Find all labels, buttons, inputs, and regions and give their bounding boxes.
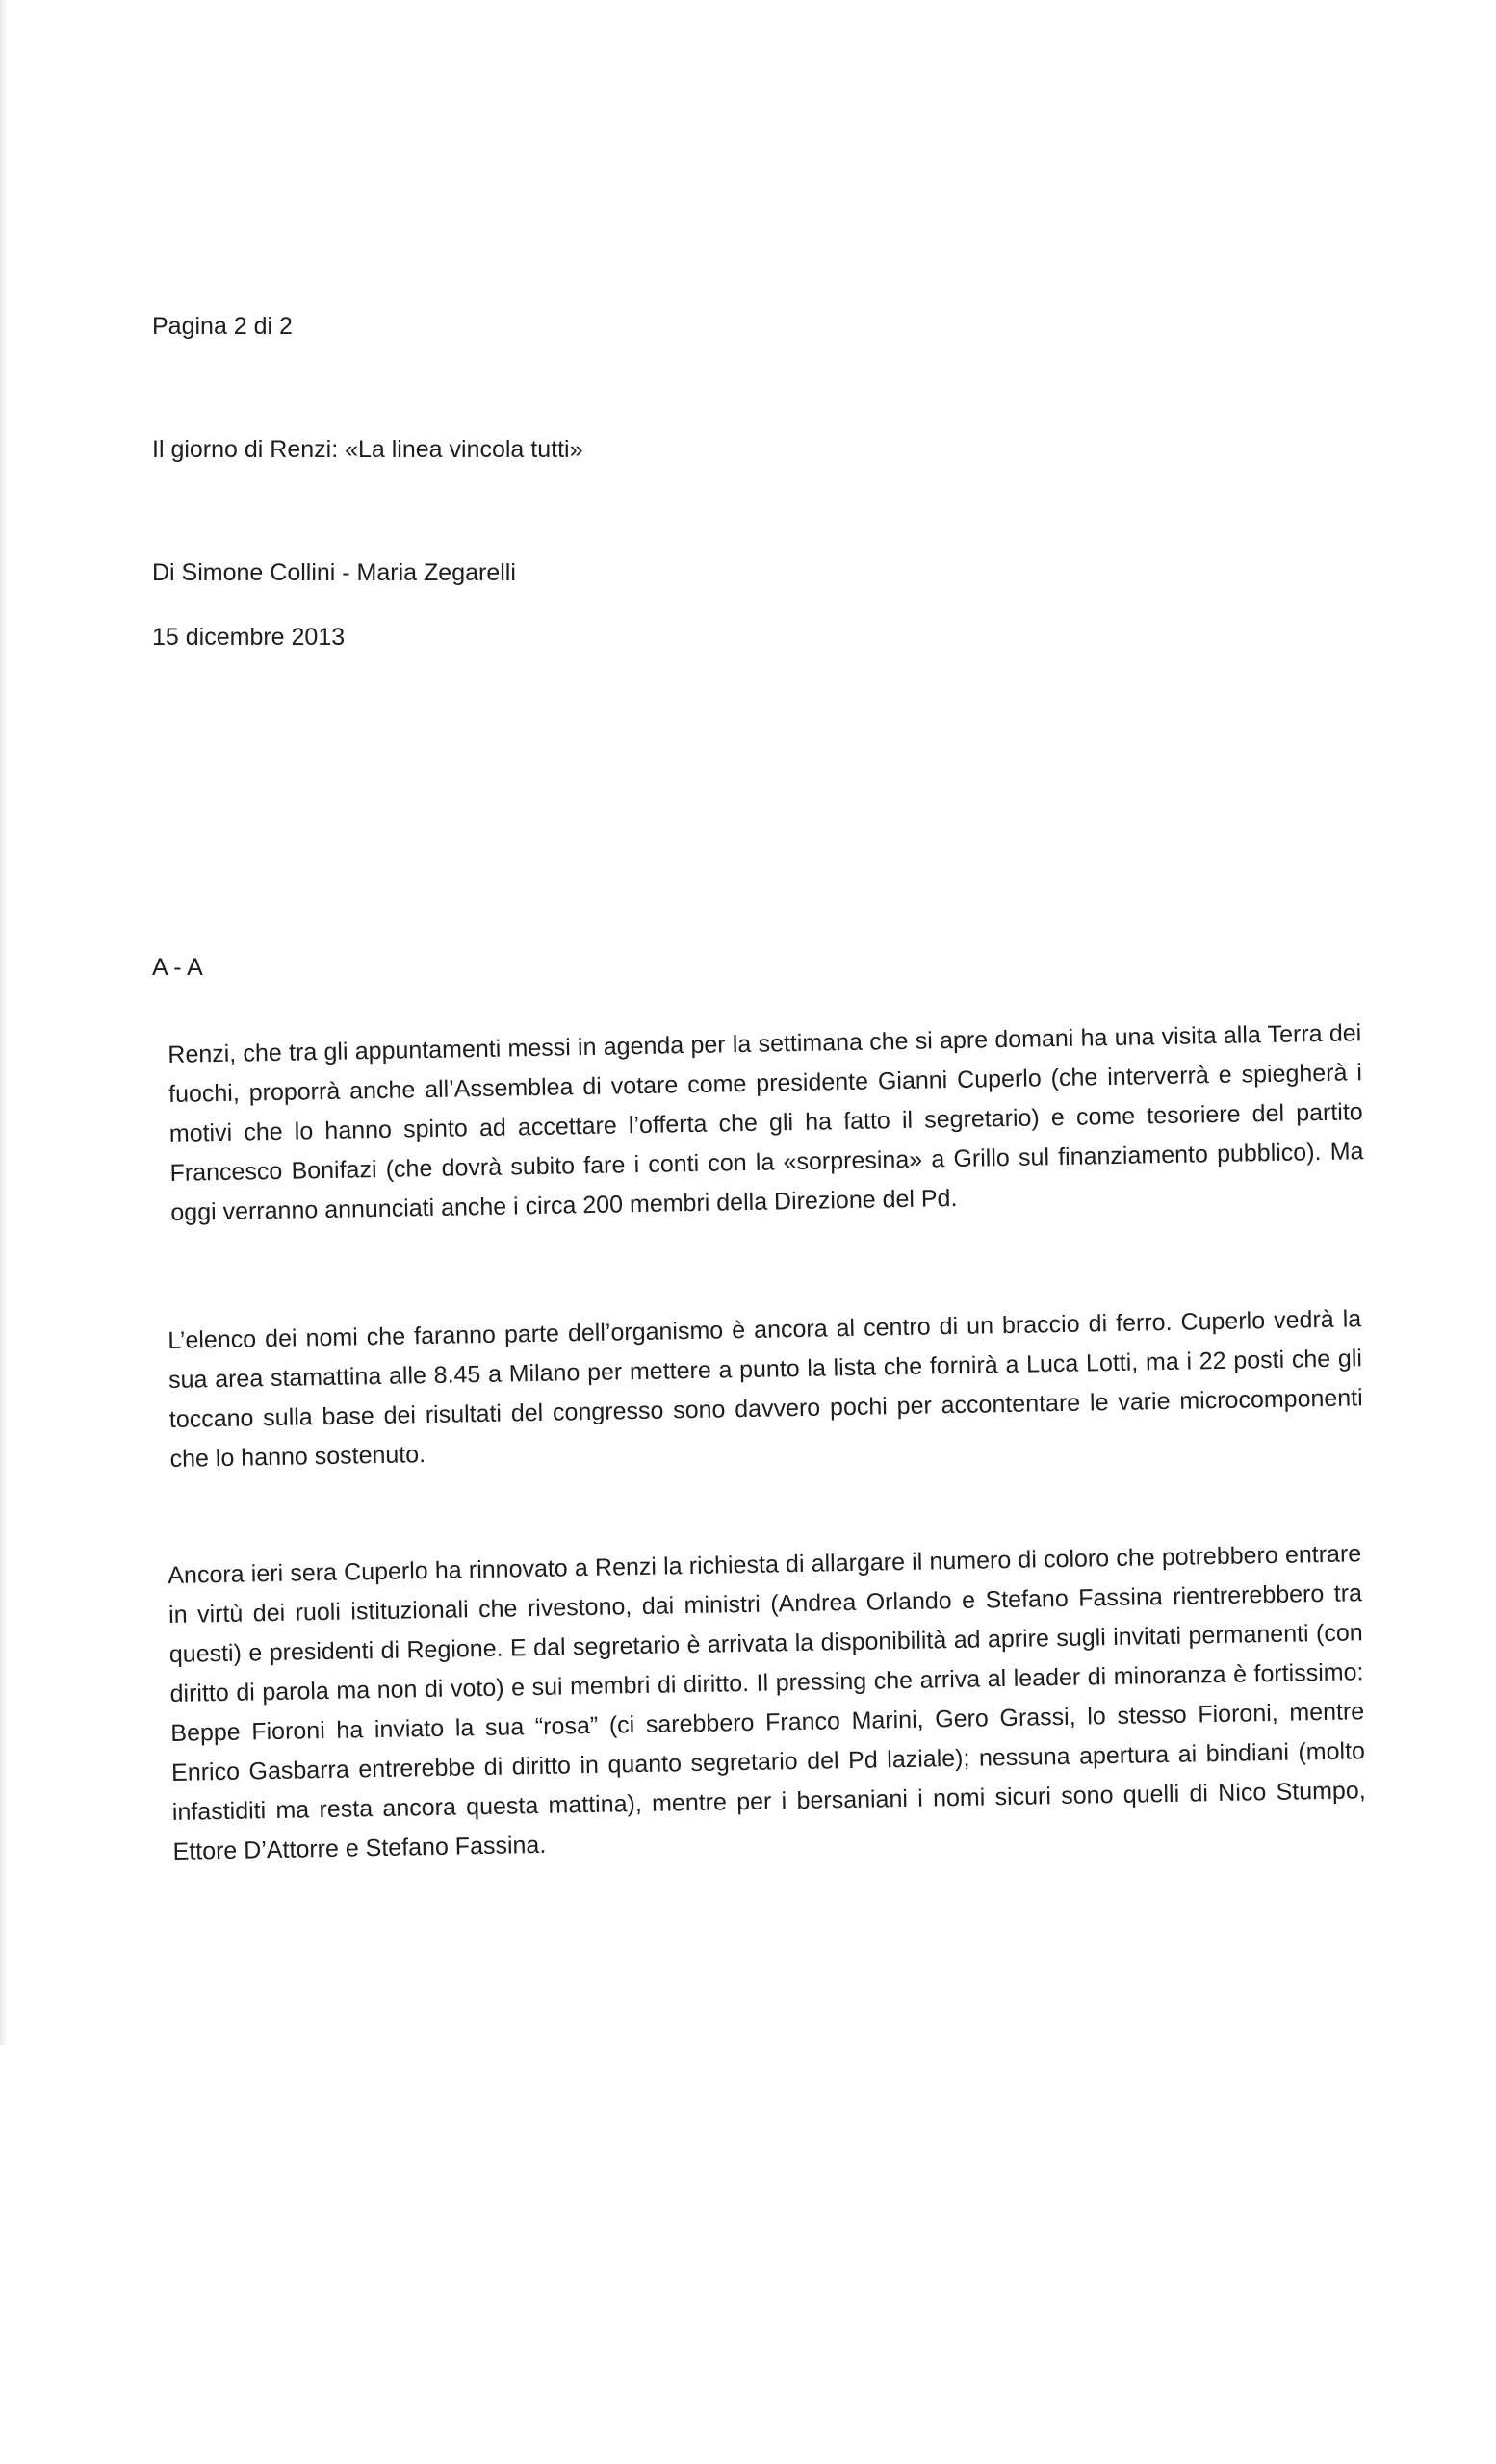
article-authors: Di Simone Collini - Maria Zegarelli <box>152 559 516 586</box>
body-paragraph: Renzi, che tra gli appuntamenti messi in agenda per la settimana che si apre domani ha una visita alla Terra dei fuochi, proporrà anche all’Assemblea di votare come presidente Gianni Cuperlo (che interverrà e spiegherà i motivi che lo hanno spinto ad accettare l’offerta che gli ha fatto il segretario) e come tesoriere del partito Francesco Bonifazi (che dovrà subito fare i conti con la «sorpresina» a Grillo sul finanziamento pubblico). Ma oggi verranno annunciati anche i circa 200 membri della Direzione del Pd. <box>168 1019 1364 1226</box>
font-size-control: A - A <box>152 954 203 981</box>
page-number: Pagina 2 di 2 <box>152 313 293 340</box>
body-paragraph: L’elenco dei nomi che faranno parte dell’organismo è ancora al centro di un braccio di ferro. Cuperlo vedrà la sua area stamattina alle 8.45 a Milano per mettere a punto la lista che fornirà a Luca Lotti, ma i 22 posti che gli toccano sulla base dei risultati del congresso sono davvero pochi per accontentare le varie microcomponenti che lo hanno sostenuto. <box>168 1305 1363 1473</box>
scan-shadow-edge <box>0 0 8 2045</box>
body-paragraph: Ancora ieri sera Cuperlo ha rinnovato a Renzi la richiesta di allargare il numero di coloro che potrebbero entrare in virtù dei ruoli istituzionali che rivestono, dai ministri (Andrea Orlando e Stefano Fassina rientrerebbero tra questi) e presidenti di Regione. E dal segretario è arrivata la disponibilità ad aprire sugli invitati permanenti (con diritto di parola ma non di voto) e sui membri di diritto. Il pressing che arriva al leader di minoranza è fortissimo: Beppe Fioroni ha inviato la sua “rosa” (ci sarebbero Franco Marini, Gero Grassi, lo stesso Fioroni, mentre Enrico Gasbarra entrerebbe di diritto in quanto segretario del Pd laziale); nessuna apertura ai bindiani (molto infastiditi ma resta ancora questa mattina), mentre per i bersaniani i nomi sicuri sono quelli di Nico Stumpo, Ettore D’Attorre e Stefano Fassina. <box>168 1540 1366 1865</box>
article-date: 15 dicembre 2013 <box>152 624 346 651</box>
article-title: Il giorno di Renzi: «La linea vincola tutti» <box>152 436 583 463</box>
